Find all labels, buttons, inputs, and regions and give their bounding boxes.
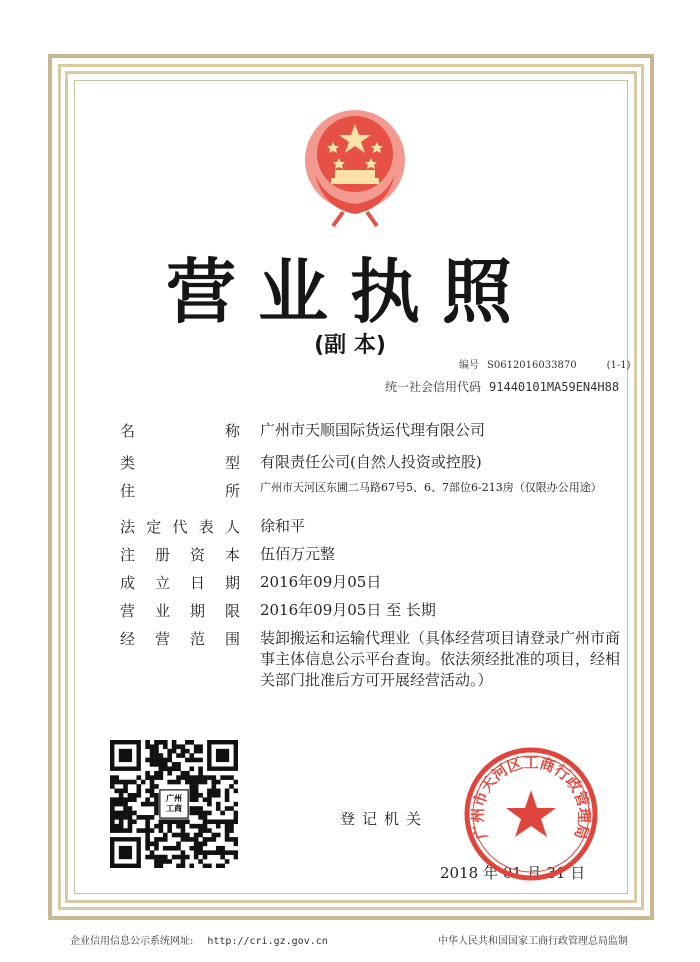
field-value: 徐和平 <box>260 517 306 535</box>
qr-center-text: 工商 <box>166 804 182 813</box>
footer-url: http://cri.gz.gov.cn <box>207 936 328 947</box>
serial-label: 编号 <box>459 360 479 371</box>
field-value: 装卸搬运和运输代理业（具体经营项目请登录广州市商事主体信息公示平台查询。依法须经批准的项目，经相关部门批准后方可开展经营活动。） <box>260 629 621 689</box>
field-value: 广州市天顺国际货运代理有限公司 <box>260 421 486 439</box>
field-label: 住 所 <box>120 482 240 500</box>
field-label: 类 型 <box>120 454 240 472</box>
field-value: 广州市天河区东圃二马路67号5、6、7部位6-213房（仅限办公用途） <box>260 481 602 494</box>
registration-date: 2018 年 01 月 31 日 <box>440 864 586 882</box>
footer-issuer: 中华人民共和国国家工商行政管理总局监制 <box>438 936 628 947</box>
footer-website <box>70 932 328 947</box>
page-mark: (1-1) <box>606 360 631 371</box>
field-label: 注 册 资 本 <box>120 546 240 564</box>
credit-code-value: 91440101MA59EN4H88 <box>489 380 620 394</box>
footer-website-label: 企业信用信息公示系统网址: <box>70 936 194 947</box>
field-value: 伍佰万元整 <box>260 545 336 563</box>
credit-code <box>385 378 619 395</box>
field-value: 2016年09月05日 <box>260 573 382 591</box>
document-subtitle: (副 本) <box>314 333 386 358</box>
field-label: 营 业 期 限 <box>120 602 240 620</box>
national-emblem-icon <box>293 104 417 228</box>
serial-number <box>459 356 630 371</box>
registration-authority-label: 登记机关 <box>340 810 429 828</box>
serial-value: S0612016033870 <box>487 360 577 371</box>
document-title: 营业执照 <box>166 251 534 333</box>
field-label: 名 称 <box>120 422 240 440</box>
credit-code-label: 统一社会信用代码 <box>385 380 482 394</box>
qr-code <box>110 740 238 868</box>
field-value: 有限责任公司(自然人投资或控股) <box>260 453 482 471</box>
field-label: 法 定 代 表 人 <box>120 518 240 536</box>
official-seal <box>463 746 599 882</box>
field-label: 成 立 日 期 <box>120 574 240 592</box>
qr-center-text: 广州 <box>166 794 182 803</box>
field-value: 2016年09月05日 至 长期 <box>260 601 436 619</box>
field-label: 经 营 范 围 <box>120 630 240 648</box>
seal-text: 广州市天河区工商行政管理局 <box>468 753 594 842</box>
